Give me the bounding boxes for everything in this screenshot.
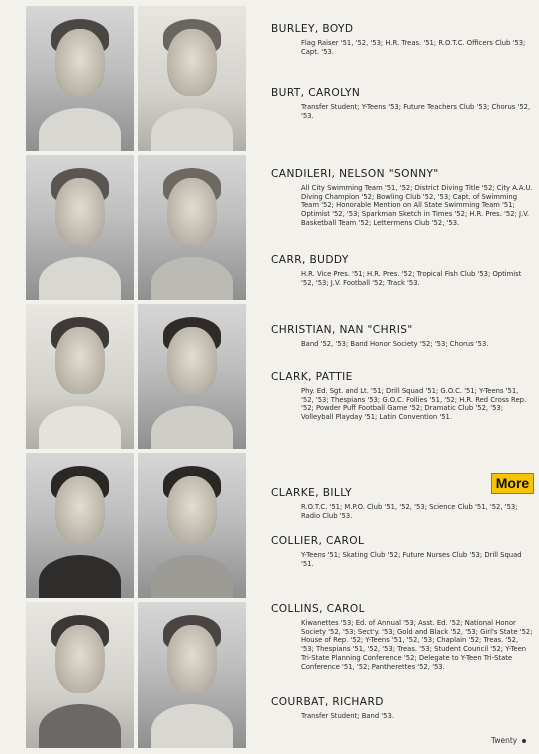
student-entry xyxy=(271,535,531,568)
student-name: COLLIER, CAROL xyxy=(271,535,365,547)
student-photo-clark-pattie xyxy=(138,304,246,449)
student-photo-collins-carol xyxy=(26,602,134,748)
student-activities: All City Swimming Team '51, '52; District Diving Title '52; City A.A.U. Diving Champion '52; Bowling Club '52, '53; Capt. of Swimming Team '52; Honorable Mention on All State Swimming Team '51; Optimist '52, '53; Sparkman Sketch in Times '52; H.R. Pres. '52; J.V. Basketball Team '52; Lettermens Club '52, '53. xyxy=(301,184,533,227)
student-entry xyxy=(271,168,531,228)
student-activities: Flag Raiser '51, '52, '53; H.R. Treas. '51; R.O.T.C. Officers Club '53; Capt. '53. xyxy=(301,39,526,56)
student-name: CHRISTIAN, NAN "CHRIS" xyxy=(271,324,413,336)
student-photo-christian-nan xyxy=(26,304,134,449)
student-photo-collier-carol xyxy=(138,453,246,598)
student-photo-burley-boyd xyxy=(26,6,134,151)
student-activities: Kiwanettes '53; Ed. of Annual '53; Asst. Ed. '52; National Honor Society '52, '53; Sect'y. '53; Gold and Black '52, '53; Girl's State '52; House of Rep. '52; Y-Teens '51, '52, '53; Chaplain '52; Treas. '52, '53; Thespians '51, '52, '53; Treas. '53; Student Council '52; Y-Teen Tri-State Planning Conference '52; Delegate to Y-Teen Tri-State Conference '51, '52; Pantherettes '52, '53. xyxy=(301,619,533,671)
student-activities: Transfer Student; Y-Teens '53; Future Teachers Club '53; Chorus '52, '53. xyxy=(301,103,531,120)
student-activities: Phy. Ed. Sgt. and Lt. '51; Drill Squad '51; G.O.C. '51; Y-Teens '51, '52, '53; Thespians '53; G.O.C. Follies '51, '52; H.R. Red Cross Rep. '52; Powder Puff Football Game '52; Dramatic Club '52, '53; Volleyball Playday '51; Latin Convention '51. xyxy=(301,387,527,422)
student-name: COURBAT, RICHARD xyxy=(271,696,384,708)
page-footer xyxy=(491,736,526,745)
student-activities: R.O.T.C. '51; M.P.O. Club '51, '52, '53; Science Club '51, '52, '53; Radio Club '53. xyxy=(301,503,518,520)
student-entry xyxy=(271,324,531,349)
student-photo-clarke-billy xyxy=(26,453,134,598)
student-entry xyxy=(271,254,531,287)
student-name: CLARKE, BILLY xyxy=(271,487,352,499)
student-entry xyxy=(271,23,531,56)
student-activities: Y-Teens '51; Skating Club '52; Future Nurses Club '53; Drill Squad '51. xyxy=(301,551,522,568)
student-name: COLLINS, CAROL xyxy=(271,603,365,615)
student-photo-carr-buddy xyxy=(138,155,246,300)
student-entry xyxy=(271,87,531,120)
more-button[interactable]: More xyxy=(491,473,534,494)
page-number-label: Twenty xyxy=(491,736,518,745)
student-photo-burt-carolyn xyxy=(138,6,246,151)
student-name: BURT, CAROLYN xyxy=(271,87,361,99)
student-photo-candileri-nelson xyxy=(26,155,134,300)
student-name: CANDILERI, NELSON "SONNY" xyxy=(271,168,439,180)
student-entry xyxy=(271,696,531,721)
student-activities: H.R. Vice Pres. '51; H.R. Pres. '52; Tropical Fish Club '53; Optimist '52, '53; J.V. Football '52; Track '53. xyxy=(301,270,522,287)
student-name: CARR, BUDDY xyxy=(271,254,349,266)
student-activities: Transfer Student; Band '53. xyxy=(301,712,394,720)
student-entry xyxy=(271,371,531,422)
student-name: BURLEY, BOYD xyxy=(271,23,354,35)
student-entry xyxy=(271,603,531,671)
student-photo-courbat-richard xyxy=(138,602,246,748)
bullet-icon xyxy=(522,739,526,743)
student-activities: Band '52, '53; Band Honor Society '52; '53; Chorus '53. xyxy=(301,340,489,348)
student-name: CLARK, PATTIE xyxy=(271,371,353,383)
